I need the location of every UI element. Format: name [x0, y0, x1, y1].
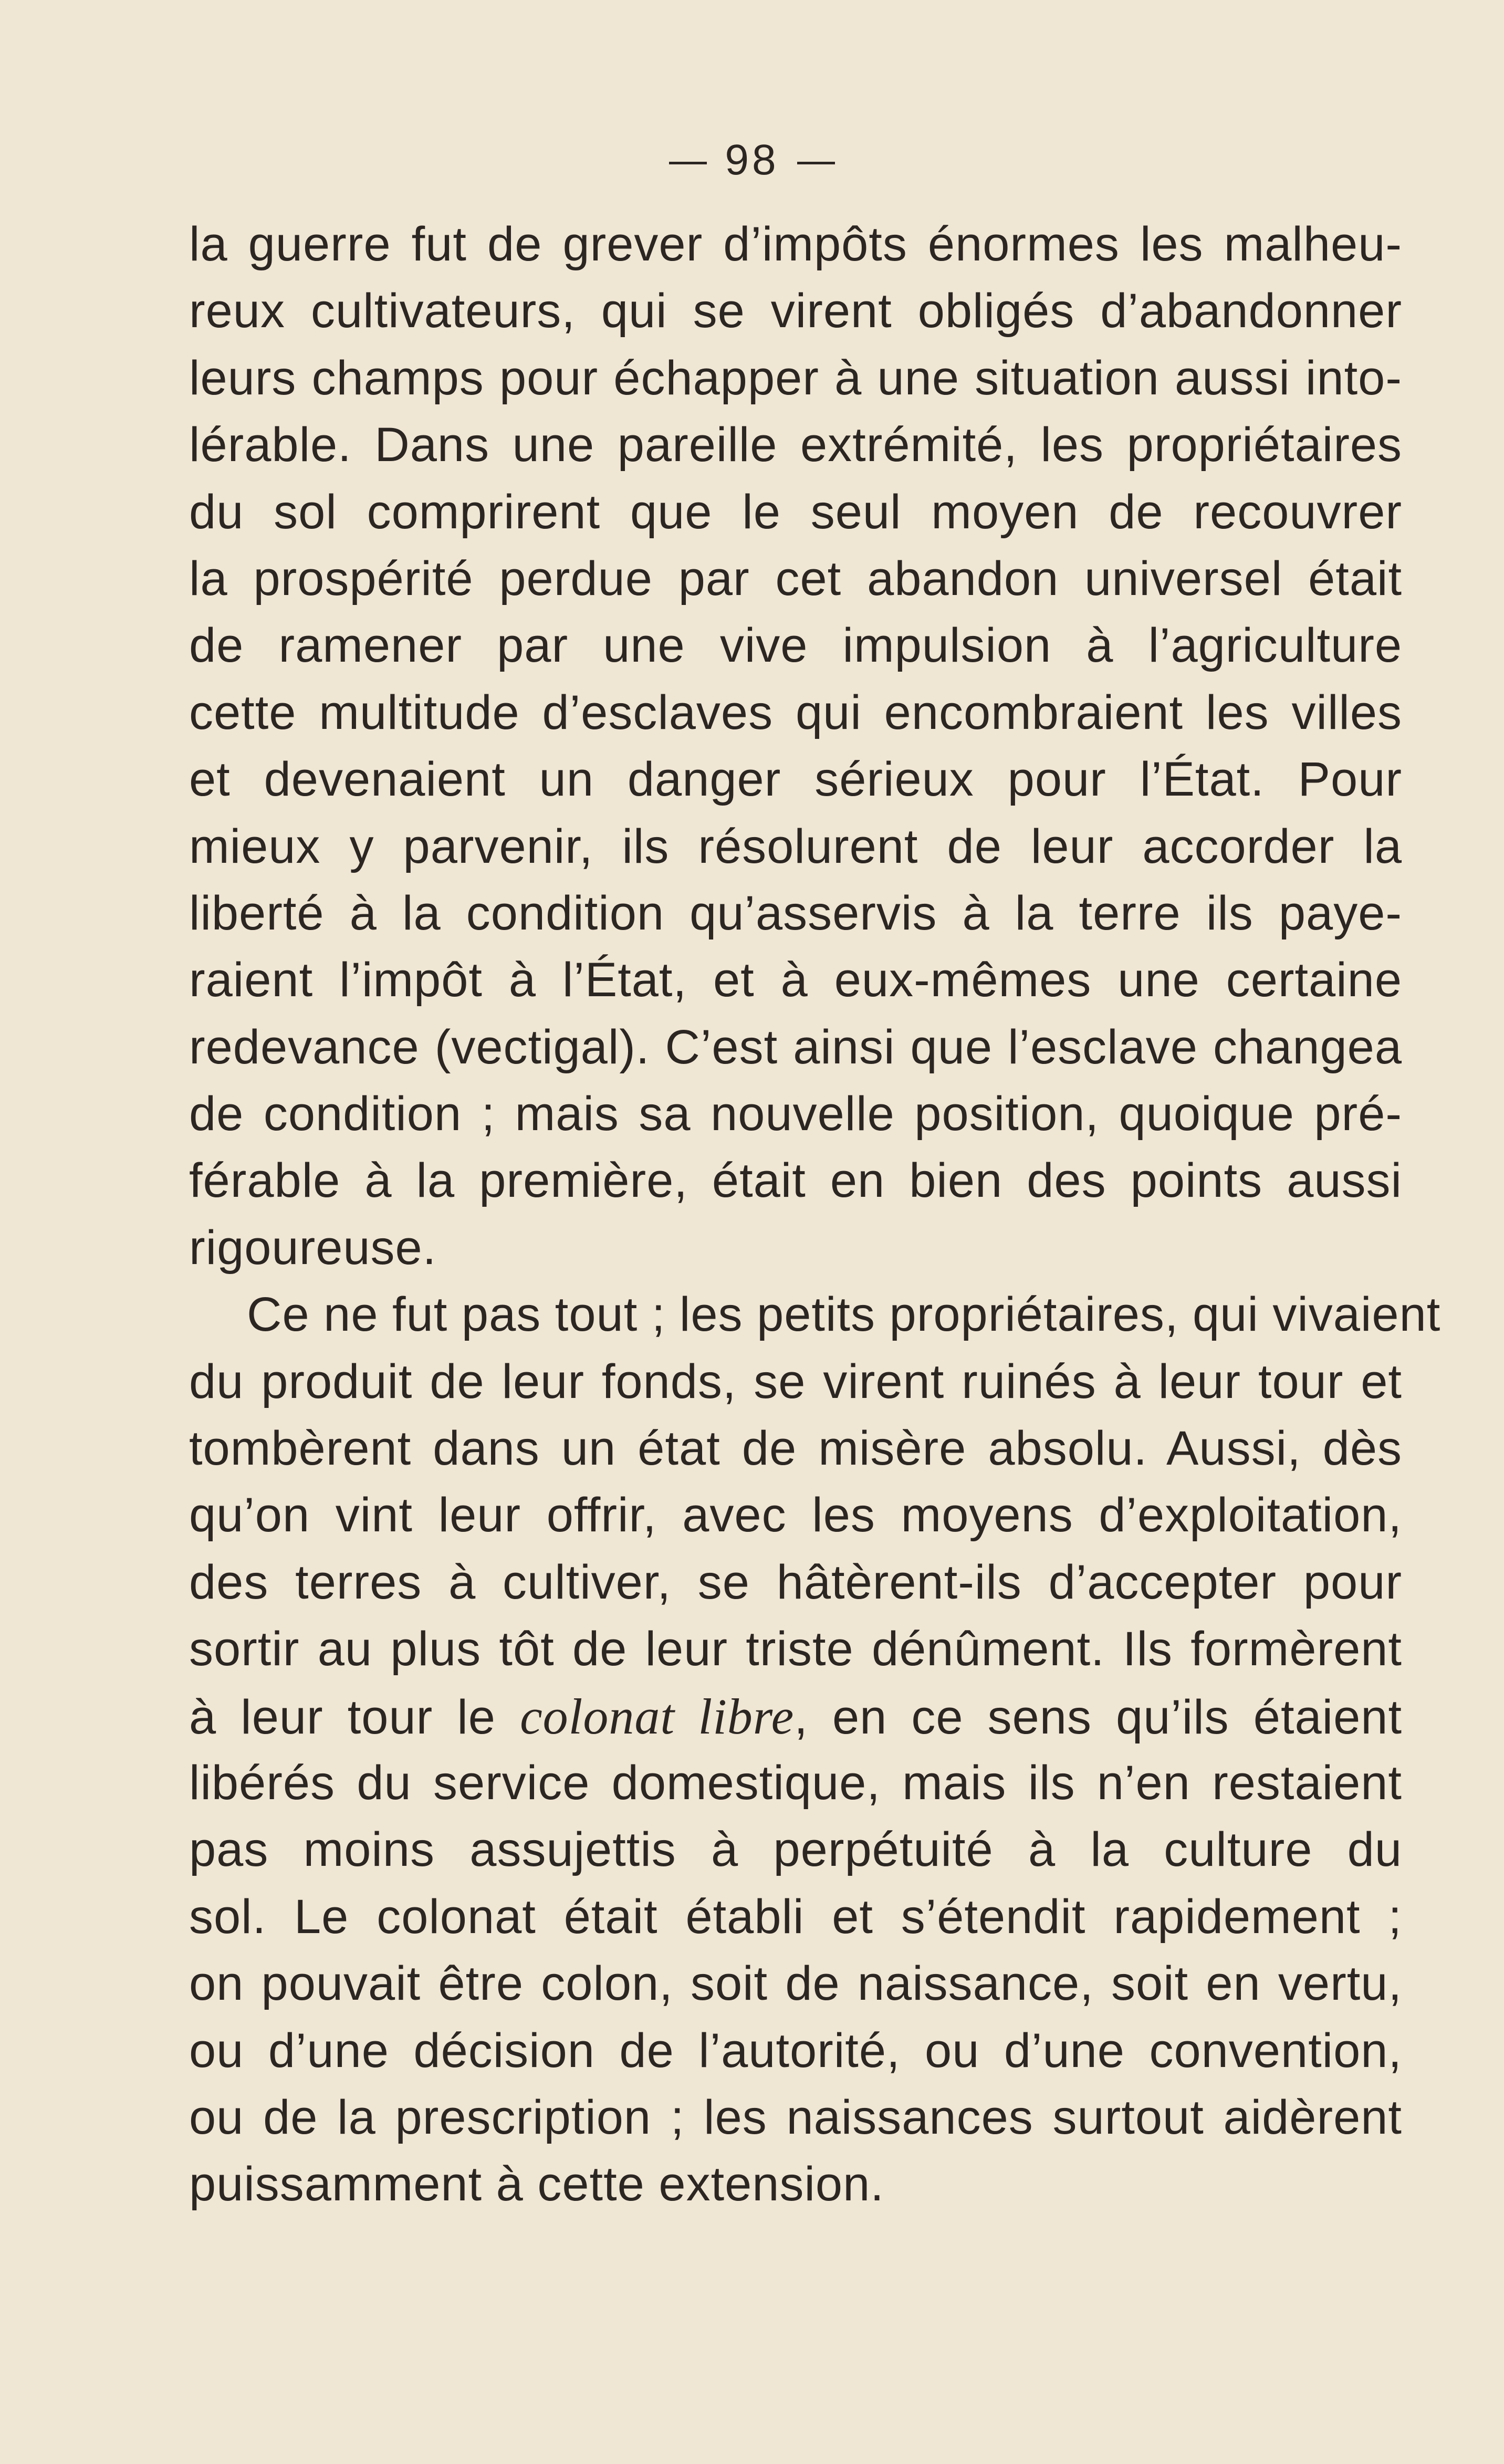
text-line: ou de la prescription ; les naissances surtout aidèrent [189, 2090, 1402, 2144]
text-line: libérés du service domestique, mais ils n’en restaient [189, 1756, 1402, 1810]
body-text [189, 211, 1441, 2218]
text-line: reux cultivateurs, qui se virent obligés d’abandonner [189, 284, 1402, 338]
page-number-value: 98 [725, 136, 779, 184]
text-line: pas moins assujettis à perpétuité à la culture du [189, 1823, 1402, 1877]
page-number-dash-right [797, 162, 835, 164]
page-number [0, 135, 1504, 185]
text-segment: à leur tour le [189, 1690, 520, 1744]
text-line: qu’on vint leur offrir, avec les moyens d’exploitation, [189, 1488, 1402, 1542]
text-line: redevance (vectigal). C’est ainsi que l’esclave changea [189, 1020, 1402, 1074]
text-line: du sol comprirent que le seul moyen de recouvrer [189, 485, 1402, 539]
text-line: Ce ne fut pas tout ; les petits propriétaires, qui vivaient [247, 1288, 1441, 1342]
page-number-dash-left [669, 162, 707, 164]
text-line: liberté à la condition qu’asservis à la terre ils paye- [189, 886, 1402, 940]
text-line: tombèrent dans un état de misère absolu. Aussi, dès [189, 1422, 1402, 1476]
text-line: de ramener par une vive impulsion à l’agriculture [189, 619, 1402, 673]
text-line: leurs champs pour échapper à une situation aussi into- [189, 351, 1402, 405]
text-line: et devenaient un danger sérieux pour l’État. Pour [189, 753, 1402, 807]
text-line: du produit de leur fonds, se virent ruinés à leur tour et [189, 1354, 1402, 1408]
text-line: sortir au plus tôt de leur triste dénûment. Ils formèrent [189, 1622, 1402, 1676]
italic-term: colonat libre [520, 1688, 795, 1745]
text-line: raient l’impôt à l’État, et à eux-mêmes une certaine [189, 953, 1402, 1007]
text-line: sol. Le colonat était établi et s’étendit rapidement ; [189, 1889, 1402, 1944]
text-line: férable à la première, était en bien des points aussi [189, 1154, 1402, 1208]
text-line: on pouvait être colon, soit de naissance, soit en vertu, [189, 1957, 1402, 2011]
text-line: rigoureuse. [189, 1220, 437, 1275]
text-line: mieux y parvenir, ils résolurent de leur accorder la [189, 819, 1402, 873]
text-line: la prospérité perdue par cet abandon universel était [189, 551, 1402, 605]
text-line: de condition ; mais sa nouvelle position, quoique pré- [189, 1087, 1402, 1141]
text-line-with-italic [189, 1683, 1402, 1750]
text-line: ou d’une décision de l’autorité, ou d’une convention, [189, 2023, 1402, 2077]
text-line: la guerre fut de grever d’impôts énormes les malheu- [189, 217, 1402, 271]
text-line: puissamment à cette extension. [189, 2157, 884, 2211]
text-line: des terres à cultiver, se hâtèrent-ils d’accepter pour [189, 1555, 1402, 1609]
text-line: lérable. Dans une pareille extrémité, les propriétaires [189, 418, 1402, 472]
text-line: cette multitude d’esclaves qui encombraient les villes [189, 685, 1402, 739]
text-segment: , en ce sens qu’ils étaient [794, 1690, 1402, 1744]
